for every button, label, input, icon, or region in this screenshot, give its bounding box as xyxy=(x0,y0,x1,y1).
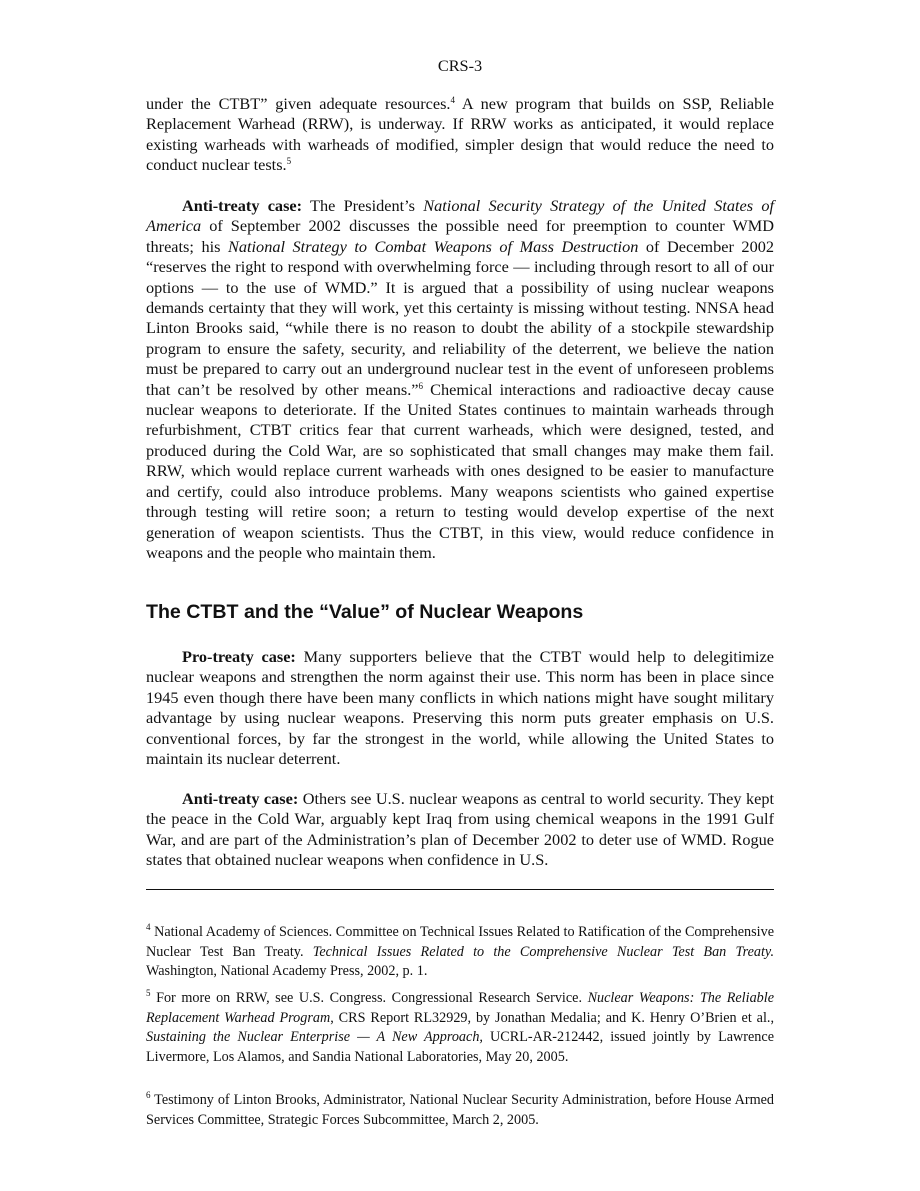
page-header: CRS-3 xyxy=(437,56,483,75)
anti-treaty-label: Anti-treaty case: xyxy=(182,789,299,808)
footnote-ref-4[interactable]: 4 xyxy=(450,95,455,105)
footnote-6: $^6$ Testimony of Linton Brooks, Administrator, National Nuclear Security Administration, before House Armed Services Committee, Strategic Forces Subcommittee, March 2, 2005. xyxy=(146,1090,774,1128)
body-paragraph-anti-treaty-1: Anti-treaty case: The President’s National Security Strategy of the United States of America of September 2002 discusses the possible need for preemption to counter WMD threats; his National Strategy to Combat Weapons of Mass Destruction of December 2002 “reserves the right to respond with overwhelming force — including through resort to all of our options — to the use of WMD.” It is argued that a possibility of using nuclear weapons demands certainty that they will work, yet this certainty is missing without testing. NNSA head Linton Brooks said, “while there is no reason to doubt the ability of a stockpile stewardship program to ensure the safety, security, and reliability of the deterrent, we believe the nation must be prepared to carry out an underground nuclear test in the event of unforeseen problems that can’t be resolved by other means.”$^6$ Chemical interactions and radioactive decay cause nuclear weapons to deteriorate. If the United States continues to maintain warheads through refurbishment, CTBT critics fear that current warheads, which were designed, tested, and produced during the Cold War, are so sophisticated that small changes may make them fail. RRW, which would replace current warheads with ones designed to be easier to manufacture and certify, could also introduce problems. Many weapons scientists who gained expertise through testing will retire soon; a return to testing would develop expertise of the next generation of weapon scientists. Thus the CTBT, in this view, would reduce confidence in weapons and the people who maintain them. xyxy=(146,196,774,562)
footnote-divider xyxy=(146,889,774,890)
body-paragraph-pro-treaty: Pro-treaty case: Many supporters believe that the CTBT would help to delegitimize nuclear weapons and strengthen the norm against their use. This norm has been in place since 1945 even though there have been many conflicts in which nations might have sought military advantage by using nuclear weapons. Preserving this norm puts greater emphasis on U.S. conventional forces, by far the strongest in the world, while allowing the United States to maintain its nuclear deterrent. xyxy=(146,647,774,769)
footnote-ref-6[interactable]: 6 xyxy=(418,380,424,391)
footnote-ref-5[interactable]: 5 xyxy=(286,156,292,167)
footnote-4: $^4$ National Academy of Sciences. Committee on Technical Issues Related to Ratification of the Comprehensive Nuclear Test Ban Treaty. Technical Issues Related to the Comprehensive Nuclear Test Ban Treaty. Washington, National Academy Press, 2002, p. 1. xyxy=(146,922,774,980)
section-heading: The CTBT and the “Value” of Nuclear Weapons xyxy=(146,601,584,623)
body-paragraph-1: under the CTBT” given adequate resources.$^4$ A new program that builds on SSP, Reliable Replacement Warhead (RRW), is underway. If RRW works as anticipated, it would replace existing warheads with warheads of modified, simpler design that would reduce the need to conduct nuclear tests.$^5$ xyxy=(146,94,775,175)
pro-treaty-label: Pro-treaty case: xyxy=(182,647,296,666)
body-paragraph-anti-treaty-2: Anti-treaty case: Others see U.S. nuclear weapons as central to world security. They kept the peace in the Cold War, arguably kept Iraq from using chemical weapons in the 1991 Gulf War, and are part of the Administration’s plan of December 2002 to deter use of WMD. Rogue states that obtained nuclear weapons when confidence in U.S. xyxy=(146,789,775,870)
anti-treaty-label: Anti-treaty case: xyxy=(182,196,303,215)
footnote-5: $^5$ For more on RRW, see U.S. Congress. Congressional Research Service. Nuclear Weapons: The Reliable Replacement Warhead Program, CRS Report RL32929, by Jonathan Medalia; and K. Henry O’Brien et al., Sustaining the Nuclear Enterprise — A New Approach, UCRL-AR-212442, issued jointly by Lawrence Livermore, Los Alamos, and Sandia National Laboratories, May 20, 2005. xyxy=(146,988,774,1065)
